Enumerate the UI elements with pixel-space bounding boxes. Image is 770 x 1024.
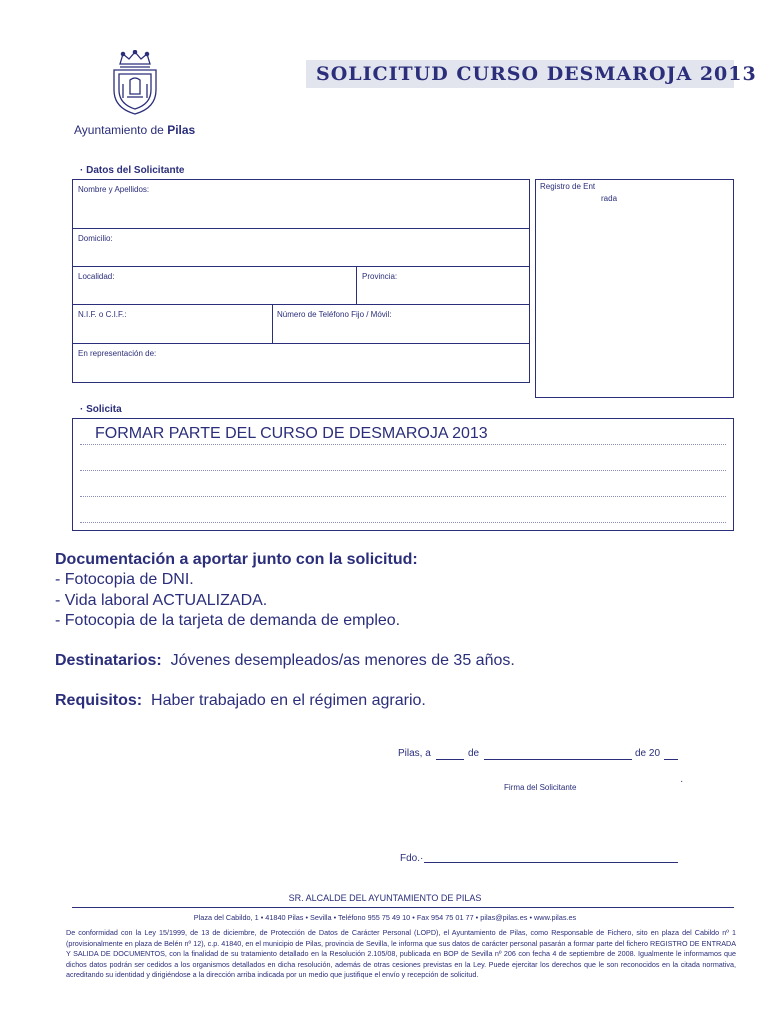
year-prefix: de 20 [635, 748, 661, 759]
address-field[interactable]: Domicilio: [78, 234, 113, 243]
request-text: FORMAR PARTE DEL CURSO DE DESMAROJA 2013 [95, 425, 488, 442]
locality-field[interactable]: Localidad: [78, 272, 115, 281]
de-label-1: de [468, 748, 480, 759]
representation-field[interactable]: En representación de: [78, 349, 157, 358]
fdo-label: Fdo.· [400, 853, 424, 864]
municipality-name: Ayuntamiento de Pilas [74, 123, 196, 137]
year-blank[interactable] [664, 759, 678, 760]
month-blank[interactable] [484, 759, 632, 760]
province-field[interactable]: Provincia: [362, 272, 398, 281]
dot-mark: · [680, 776, 684, 787]
registry-label: Registro de Ent [540, 182, 596, 191]
request-section-heading: · Solicita [80, 404, 122, 415]
day-blank[interactable] [436, 759, 464, 760]
doc-item-tarjeta: - Fotocopia de la tarjeta de demanda de empleo. [55, 612, 401, 629]
name-field[interactable]: Nombre y Apellidos: [78, 185, 150, 194]
requirements-line: Requisitos: Haber trabajado en el régimen agrario. [55, 692, 426, 709]
phone-field[interactable]: Número de Teléfono Fijo / Móvil: [277, 310, 392, 319]
legal-notice: De conformidad con la Ley 15/1999, de 13 de diciembre, de Protección de Datos de Carácter Personal (LOPD), el Ayuntamiento de Pilas, como Responsable de Fichero, sito en plaza del Cabildo nº 1 (provisionalmente en plaza de Belén nº 12), c.p. 41840, en el municipio de Pilas, provincia de Sevilla, le informa que sus datos de carácter personal pasarán a formar parte del fichero REGISTRO DE ENTRADA Y SALIDA DE DOCUMENTOS, con la finalidad de su tratamiento detallado en la Resolución 2.105/08, publicada en BOP de Sevilla nº 206 con fecha 4 de septiembre de 2008. Igualmente le informamos que dichos datos podrán ser cedidos a los organismos detallados en dicha resolución, además de otras cesiones previstas en la Ley. Puede ejercitar los derechos que le son reconocidos en la citada normativa, acreditando su identidad y dirigiéndose a la dirección arriba indicada por un medio que justifique el envío y recepción de solicitud. [66, 928, 736, 979]
fdo-blank[interactable] [424, 862, 678, 863]
applicant-section-heading: · Datos del Solicitante [80, 165, 185, 176]
doc-item-vida-laboral: - Vida laboral ACTUALIZADA. [55, 592, 268, 609]
recipients-line: Destinatarios: Jóvenes desempleados/as menores de 35 años. [55, 652, 515, 669]
place-label: Pilas, a [398, 748, 431, 759]
coat-of-arms-icon [108, 50, 162, 116]
page-title: SOLICITUD CURSO DESMAROJA 2013 [316, 63, 757, 85]
registry-label-cont: rada [601, 194, 618, 203]
nif-field[interactable]: N.I.F. o C.I.F.: [78, 310, 127, 319]
addressee: SR. ALCALDE DEL AYUNTAMIENTO DE PILAS [288, 893, 482, 903]
signature-label: Firma del Solicitante [504, 783, 577, 792]
doc-item-dni: - Fotocopia de DNI. [55, 571, 194, 588]
documentation-heading: Documentación a aportar junto con la solicitud: [55, 551, 418, 568]
registry-stamp-box [535, 179, 734, 398]
contact-info: Plaza del Cabildo, 1 • 41840 Pilas • Sevilla • Teléfono 955 75 49 10 • Fax 954 75 01 77 • pilas@pilas.es • www.pilas.es [193, 913, 577, 922]
